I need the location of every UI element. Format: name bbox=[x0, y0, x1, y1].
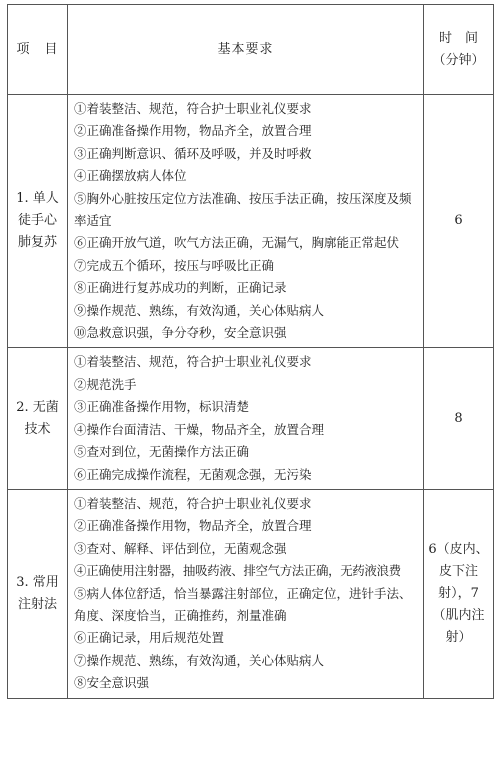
list-item: ④正确摆放病人体位 bbox=[74, 168, 187, 184]
table-row-cpr bbox=[8, 95, 494, 348]
list-item: ①着装整洁、规范，符合护士职业礼仪要求 bbox=[74, 495, 312, 511]
list-item: ④正确使用注射器，抽吸药液、排空气方法正确，无药液浪费 bbox=[74, 563, 401, 579]
list-item: ②正确准备操作用物，物品齐全，放置合理 bbox=[74, 123, 312, 139]
list-item: ④操作台面清洁、干燥，物品齐全，放置合理 bbox=[74, 421, 325, 437]
requirements-cell bbox=[68, 489, 424, 698]
list-item: ②规范洗手 bbox=[74, 376, 137, 392]
list-item: ②正确准备操作用物，物品齐全，放置合理 bbox=[74, 518, 312, 534]
list-item: ⑩急救意识强，争分夺秒，安全意识强 bbox=[74, 325, 287, 341]
time-cell: 6（皮内、皮下注射），7（肌内注射） bbox=[424, 489, 494, 698]
project-cell: 1. 单人徒手心肺复苏 bbox=[8, 95, 68, 348]
list-item: ⑥正确记录，用后规范处置 bbox=[74, 630, 225, 646]
project-cell: 2. 无菌技术 bbox=[8, 348, 68, 489]
requirements-table-container bbox=[7, 4, 493, 699]
list-item: ⑨操作规范、熟练，有效沟通，关心体贴病人 bbox=[74, 302, 325, 318]
project-cell: 3. 常用注射法 bbox=[8, 489, 68, 698]
header-time-line1: 时 间 bbox=[438, 30, 478, 46]
list-item: ⑧正确进行复苏成功的判断，正确记录 bbox=[74, 280, 287, 296]
requirements-cell bbox=[68, 95, 424, 348]
requirements-table bbox=[7, 4, 494, 699]
requirements-cell bbox=[68, 348, 424, 489]
list-item: ⑤病人体位舒适，恰当暴露注射部位，正确定位，进针手法、角度、深度恰当，正确推药，剂量准确 bbox=[74, 585, 412, 623]
list-item: ⑧安全意识强 bbox=[74, 675, 150, 691]
time-cell: 8 bbox=[424, 348, 494, 489]
list-item: ⑤查对到位，无菌操作方法正确 bbox=[74, 444, 250, 460]
header-project: 项 目 bbox=[8, 5, 68, 95]
list-item: ⑤胸外心脏按压定位方法准确、按压手法正确，按压深度及频率适宜 bbox=[74, 190, 412, 229]
list-item: ⑦完成五个循环，按压与呼吸比正确 bbox=[74, 257, 275, 273]
list-item: ③正确准备操作用物，标识清楚 bbox=[74, 399, 250, 415]
header-time bbox=[424, 5, 494, 95]
list-item: ①着装整洁、规范，符合护士职业礼仪要求 bbox=[74, 354, 312, 370]
table-row-injection bbox=[8, 489, 494, 698]
table-row-aseptic bbox=[8, 348, 494, 489]
list-item: ⑥正确开放气道，吹气方法正确，无漏气，胸廓能正常起伏 bbox=[74, 235, 400, 251]
list-item: ①着装整洁、规范，符合护士职业礼仪要求 bbox=[74, 101, 312, 116]
header-requirements: 基本要求 bbox=[68, 5, 424, 95]
header-time-line2: （分钟） bbox=[432, 52, 485, 68]
list-item: ⑦操作规范、熟练，有效沟通，关心体贴病人 bbox=[74, 652, 325, 668]
list-item: ⑥正确完成操作流程，无菌观念强，无污染 bbox=[74, 466, 312, 482]
list-item: ③查对、解释、评估到位，无菌观念强 bbox=[74, 540, 287, 556]
header-row bbox=[8, 5, 494, 95]
list-item: ③正确判断意识、循环及呼吸，并及时呼救 bbox=[74, 145, 312, 161]
time-cell: 6 bbox=[424, 95, 494, 348]
